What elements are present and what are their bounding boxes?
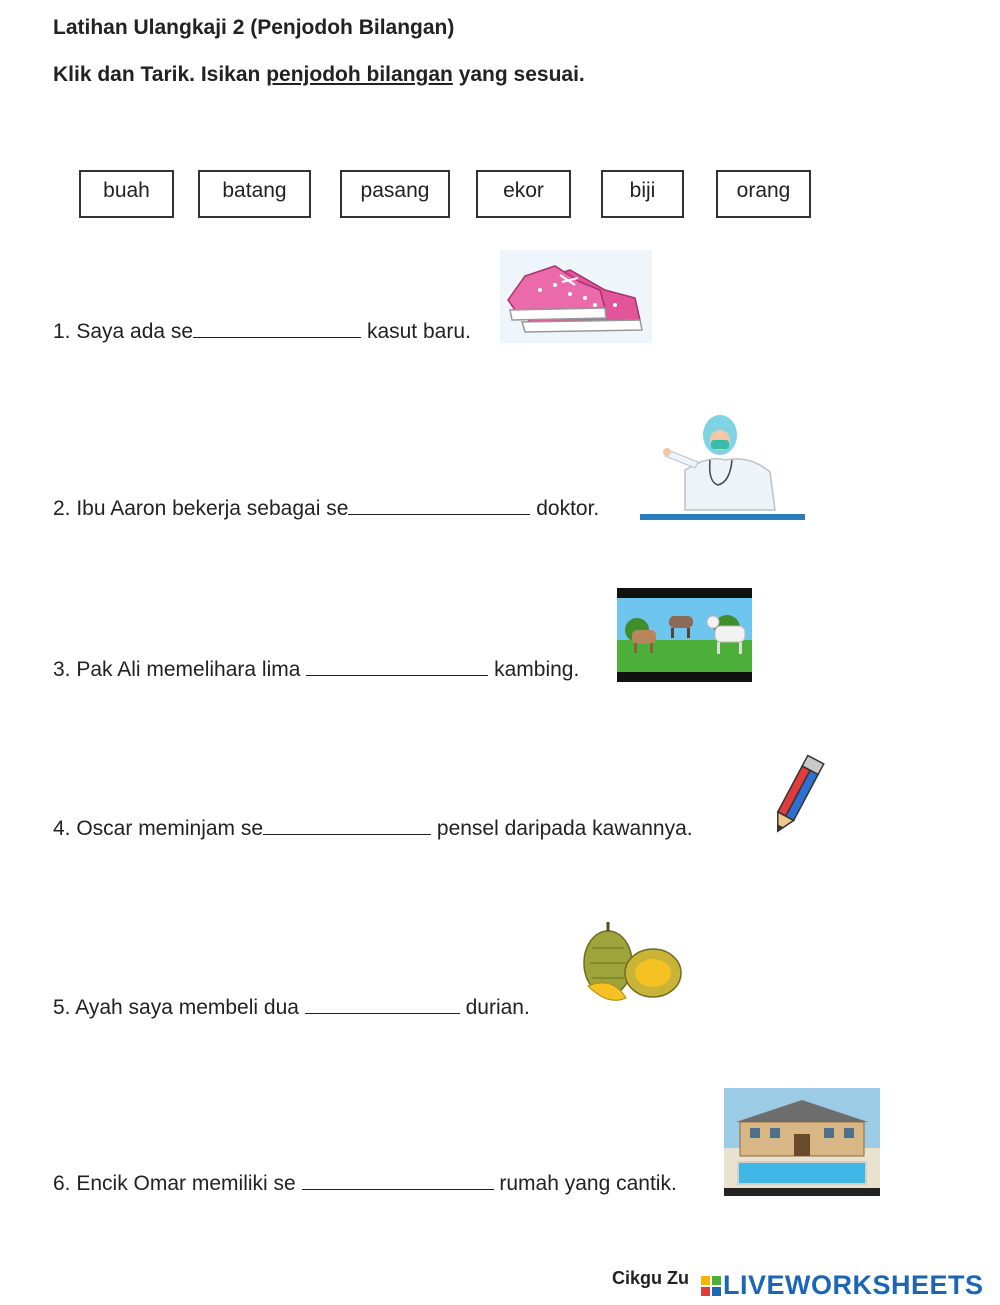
durian-image xyxy=(578,918,688,1023)
instruction xyxy=(53,63,585,87)
answer-blank-3[interactable] xyxy=(306,659,488,676)
question-2 xyxy=(53,497,599,521)
question-1 xyxy=(53,320,471,344)
word-chip-ekor[interactable]: ekor xyxy=(476,170,571,218)
question-4 xyxy=(53,817,693,841)
question-6 xyxy=(53,1172,677,1196)
word-chip-pasang[interactable]: pasang xyxy=(340,170,450,218)
question-3 xyxy=(53,658,579,682)
answer-blank-4[interactable] xyxy=(263,818,431,835)
question-3-post: kambing. xyxy=(488,658,580,681)
page-title: Latihan Ulangkaji 2 (Penjodoh Bilangan) xyxy=(53,16,455,39)
instruction-pre: Klik dan Tarik. Isikan xyxy=(53,63,267,86)
question-1-pre: 1. Saya ada se xyxy=(53,320,194,343)
goats-image xyxy=(617,588,752,682)
sneakers-image xyxy=(500,250,652,343)
liveworksheets-mark-icon xyxy=(701,1272,721,1292)
question-1-post: kasut baru. xyxy=(361,320,471,343)
question-5 xyxy=(53,996,530,1020)
word-chip-biji[interactable]: biji xyxy=(601,170,684,218)
house-image xyxy=(724,1088,880,1196)
footer-author: Cikgu Zu xyxy=(612,1268,689,1288)
pencil-image xyxy=(762,750,832,840)
answer-blank-2[interactable] xyxy=(348,498,530,515)
answer-blank-5[interactable] xyxy=(305,997,460,1014)
instruction-underlined: penjodoh bilangan xyxy=(266,63,453,86)
instruction-post: yang sesuai. xyxy=(452,63,585,86)
liveworksheets-brand: LIVEWORKSHEETS xyxy=(723,1270,984,1300)
word-chip-buah[interactable]: buah xyxy=(79,170,174,218)
question-3-pre: 3. Pak Ali memelihara lima xyxy=(53,658,307,681)
doctor-image xyxy=(640,410,805,524)
word-chip-orang[interactable]: orang xyxy=(716,170,811,218)
liveworksheets-logo[interactable] xyxy=(697,1270,984,1301)
question-4-pre: 4. Oscar meminjam se xyxy=(53,817,264,840)
question-5-post: durian. xyxy=(459,996,530,1019)
question-2-pre: 2. Ibu Aaron bekerja sebagai se xyxy=(53,497,349,520)
answer-blank-1[interactable] xyxy=(193,321,361,338)
question-5-pre: 5. Ayah saya membeli dua xyxy=(53,996,305,1019)
question-2-post: doktor. xyxy=(530,497,600,520)
question-6-pre: 6. Encik Omar memiliki se xyxy=(53,1172,302,1195)
answer-blank-6[interactable] xyxy=(302,1173,494,1190)
question-4-post: pensel daripada kawannya. xyxy=(431,817,693,840)
word-chip-batang[interactable]: batang xyxy=(198,170,311,218)
question-6-post: rumah yang cantik. xyxy=(493,1172,677,1195)
